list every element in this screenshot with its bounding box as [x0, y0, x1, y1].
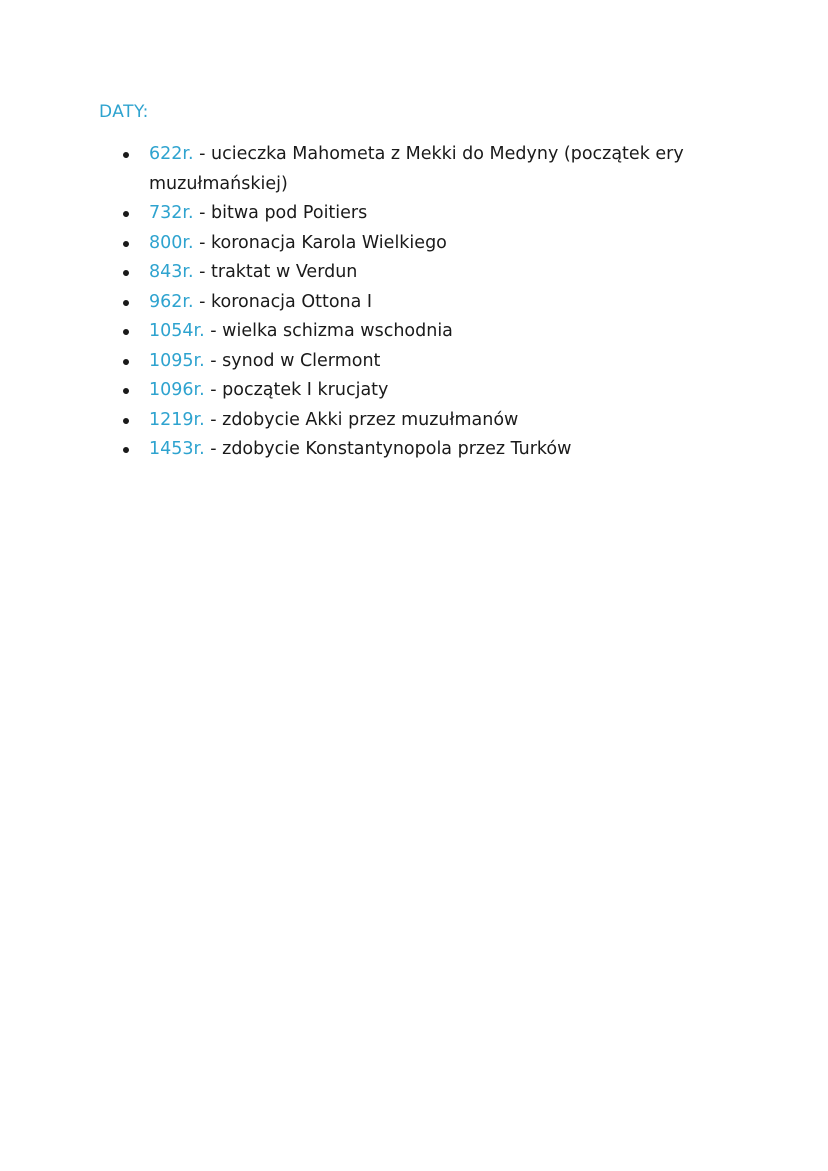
dates-list [113, 140, 753, 465]
bullet-icon [123, 300, 129, 306]
event-year: 732r. [149, 203, 194, 223]
event-description: zdobycie Konstantynopola przez Turków [222, 439, 572, 459]
separator: - [193, 203, 212, 223]
event-description: ucieczka Mahometa z Mekki do Medyny (początek ery muzułmańskiej) [149, 144, 684, 194]
separator: - [193, 144, 212, 164]
event-description: koronacja Karola Wielkiego [211, 232, 447, 253]
event-year: 800r. [149, 232, 194, 253]
list-item [113, 229, 753, 259]
separator: - [204, 321, 223, 341]
page-heading: DATY: [99, 102, 149, 122]
bullet-icon [123, 447, 129, 453]
event-year: 622r. [149, 144, 194, 164]
event-year: 1453r. [149, 439, 205, 459]
event-year: 962r. [149, 291, 194, 312]
event-year: 1219r. [149, 409, 205, 430]
separator: - [204, 439, 223, 459]
event-description: koronacja Ottona I [211, 291, 373, 312]
bullet-icon [123, 211, 129, 217]
bullet-icon [123, 418, 129, 424]
bullet-icon [123, 270, 129, 276]
list-item [113, 317, 753, 347]
separator: - [193, 291, 212, 312]
event-year: 843r. [149, 262, 194, 282]
separator: - [204, 409, 223, 430]
separator: - [193, 232, 212, 253]
bullet-icon [123, 152, 129, 158]
event-year: 1095r. [149, 350, 205, 371]
separator: - [204, 350, 223, 371]
event-year: 1096r. [149, 380, 205, 400]
bullet-icon [123, 241, 129, 247]
event-description: początek I krucjaty [222, 380, 389, 400]
list-item [113, 288, 753, 318]
separator: - [204, 380, 223, 400]
event-description: traktat w Verdun [211, 262, 358, 282]
list-item [113, 347, 753, 377]
event-description: bitwa pod Poitiers [211, 203, 368, 223]
event-description: zdobycie Akki przez muzułmanów [222, 409, 519, 430]
list-item [113, 376, 753, 406]
bullet-icon [123, 388, 129, 394]
event-description: wielka schizma wschodnia [222, 321, 453, 341]
bullet-icon [123, 329, 129, 335]
bullet-icon [123, 359, 129, 365]
event-description: synod w Clermont [222, 350, 381, 371]
event-year: 1054r. [149, 321, 205, 341]
list-item [113, 140, 753, 199]
list-item [113, 199, 753, 229]
separator: - [193, 262, 212, 282]
list-item [113, 406, 753, 436]
list-item [113, 435, 753, 465]
list-item [113, 258, 753, 288]
